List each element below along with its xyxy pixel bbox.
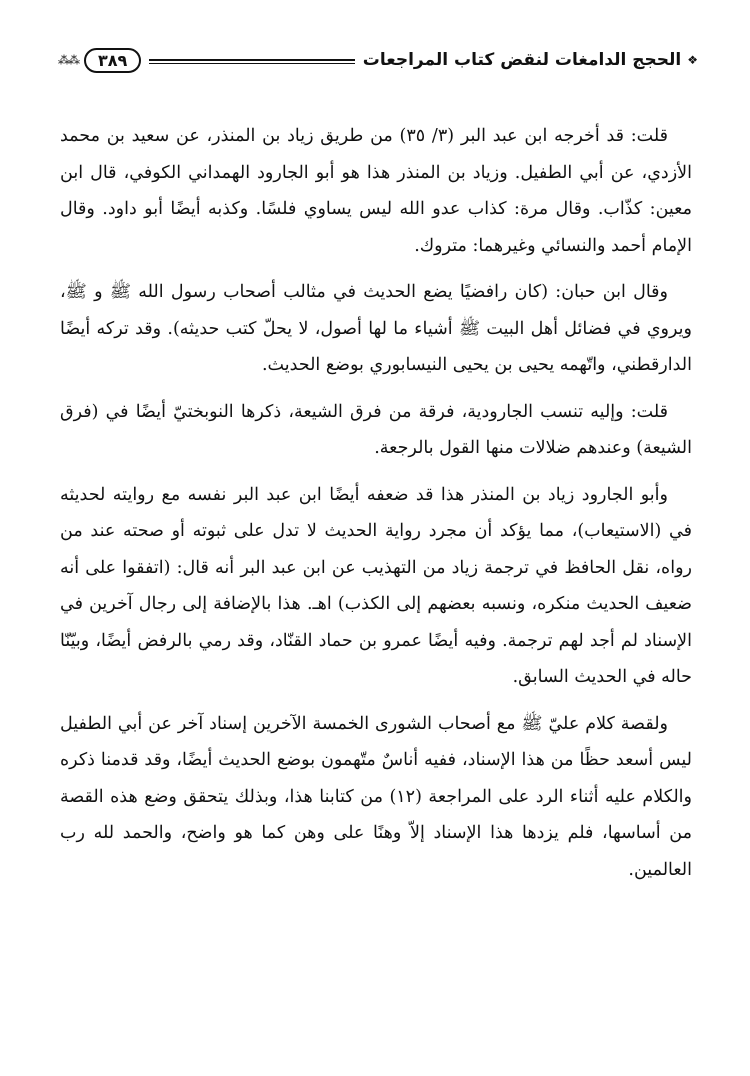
paragraph-5: ولقصة كلام عليّ ﷺ مع أصحاب الشورى الخمسة الآخرين إسناد آخر عن أبي الطفيل ليس أسعد حظًا من هذا الإسناد، ففيه أناسٌ متّهمون بوضع الحديث أيضًا، وقد قدمنا ذكره والكلام عليه أثناء الرد على المراجعة (١٢) من كتابنا هذا، وبذلك يتحقق وضع هذه القصة من أساسها، فلم يزدها هذا الإسناد إلاّ وهنًا على وهن كما هو واضح، والحمد لله رب العالمين.: [60, 713, 692, 880]
paragraph-2: وقال ابن حبان: (كان رافضيًا يضع الحديث في مثالب أصحاب رسول الله ﷺ و ﷺ، ويروي في فضائل أهل البيت ﷺ أشياء ما لها أصول، لا يحلّ كتب حديثه). وقد تركه أيضًا الدارقطني، واتّهمه يحيى بن يحيى النيسابوري بوضع الحديث.: [60, 282, 692, 375]
paragraph-4: وأبو الجارود زياد بن المنذر هذا قد ضعفه أيضًا ابن عبد البر نفسه مع روايته لحديثه في (الاستيعاب)، مما يؤكد أن مجرد رواية الحديث لا تدل على ثبوته أو صحته عند من رواه، نقل الحافظ في ترجمة زياد من التهذيب عن ابن عبد البر أنه قال: (اتفقوا على أنه ضعيف الحديث منكره، ونسبه بعضهم إلى الكذب) اهـ. هذا بالإضافة إلى رجال آخرين في الإسناد لم أجد لهم ترجمة. وفيه أيضًا عمرو بن حماد القنّاد، وقد رمي بالرفض أيضًا، وبيّنّا حاله في الحديث السابق.: [60, 484, 692, 687]
header-title: الحجج الدامغات لنقض كتاب المراجعات: [362, 50, 682, 70]
running-header: [58, 40, 698, 80]
body-text: [60, 118, 692, 898]
page-number: ٣٨٩: [84, 48, 141, 73]
header-ornament-icon: ❖: [687, 53, 698, 67]
paragraph-3: قلت: وإليه تنسب الجارودية، فرقة من فرق الشيعة، ذكرها النوبختيّ أيضًا في (فرق الشيعة) وعندهم ضلالات منها القول بالرجعة.: [60, 401, 692, 458]
paragraph-1: قلت: قد أخرجه ابن عبد البر (٣/ ٣٥) من طريق زياد بن المنذر، عن سعيد بن محمد الأزدي، عن أبي الطفيل. وزياد بن المنذر هذا هو أبو الجارود الهمداني الكوفي، قال ابن معين: كذّاب. وقال مرة: كذاب عدو الله ليس يساوي فلسًا. وكذبه أيضًا أبو داود. وقال الإمام أحمد والنسائي وغيرهما: متروك.: [60, 126, 692, 256]
header-rule: [149, 59, 354, 61]
header-end-ornament-icon: ⁂⁂: [58, 53, 78, 67]
